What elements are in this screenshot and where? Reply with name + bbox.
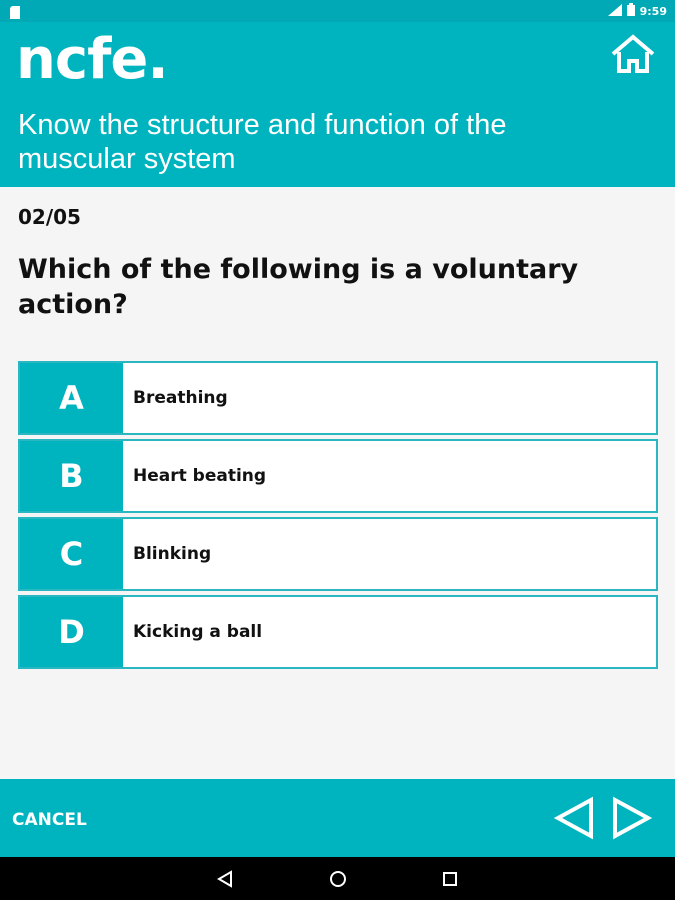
- option-letter: C: [20, 519, 123, 589]
- answer-options: [18, 361, 658, 673]
- sim-card-icon: [10, 4, 20, 23]
- question-counter: 02/05: [18, 205, 81, 229]
- recents-icon[interactable]: [441, 870, 459, 888]
- option-text: Breathing: [133, 388, 228, 408]
- footer-bar: [0, 779, 675, 857]
- option-letter: B: [20, 441, 123, 511]
- option-letter: D: [20, 597, 123, 667]
- question-text: Which of the following is a voluntary action?: [18, 254, 579, 320]
- home-icon[interactable]: [609, 34, 657, 74]
- cancel-button[interactable]: CANCEL: [12, 810, 87, 830]
- clock-time: 9:59: [639, 4, 667, 18]
- ncfe-logo: ncfe.: [16, 27, 168, 92]
- option-text: Heart beating: [133, 466, 267, 486]
- module-title: Know the structure and function of the muscular system: [18, 109, 507, 175]
- option-c[interactable]: [18, 517, 658, 591]
- option-text: Kicking a ball: [133, 622, 263, 642]
- option-d[interactable]: [18, 595, 658, 669]
- option-letter: A: [20, 363, 123, 433]
- signal-icon: [608, 4, 622, 19]
- home-circle-icon[interactable]: [328, 869, 348, 889]
- triangle-right-icon[interactable]: [611, 796, 653, 840]
- back-icon[interactable]: [215, 870, 235, 888]
- status-bar: [0, 0, 675, 22]
- option-a[interactable]: [18, 361, 658, 435]
- header: [0, 22, 675, 187]
- triangle-left-icon[interactable]: [553, 796, 595, 840]
- battery-icon: [627, 3, 635, 19]
- option-text: Blinking: [133, 544, 212, 564]
- status-right: [608, 3, 667, 19]
- system-nav-bar: [0, 857, 675, 900]
- option-b[interactable]: [18, 439, 658, 513]
